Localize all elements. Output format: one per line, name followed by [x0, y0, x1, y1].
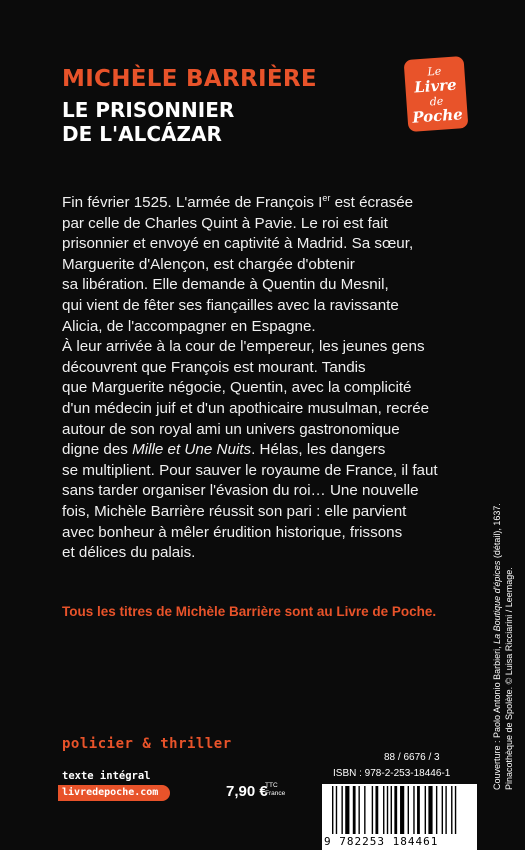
barcode-bars [332, 786, 468, 834]
barcode-bar [358, 786, 359, 834]
title-line: DE L'ALCÁZAR [62, 122, 222, 146]
barcode-bar [451, 786, 452, 834]
publisher-logo [404, 56, 469, 132]
barcode [322, 784, 477, 850]
cover-credit [492, 490, 522, 790]
author-name: MICHÈLE BARRIÈRE [62, 66, 317, 92]
barcode-bar [442, 786, 443, 834]
barcode-bar [341, 786, 342, 834]
barcode-bar [332, 786, 333, 834]
barcode-bar [425, 786, 426, 834]
isbn: ISBN : 978-2-253-18446-1 [333, 768, 451, 779]
blurb-line: prisonnier et envoyé en captivité à Madrid. Sa sœur, [62, 235, 414, 253]
unabridged-label: texte intégral [62, 770, 151, 782]
genre-label: policier & thriller [62, 736, 232, 752]
catalog-reference: 88 / 6676 / 3 [384, 752, 440, 763]
credit-line: Pinacothèque de Spolète. © Luisa Ricciarini / Leemage. [503, 567, 514, 790]
barcode-bar [400, 786, 404, 834]
blurb-line: découvrent que François est mourant. Tandis [62, 358, 366, 376]
barcode-bar [455, 786, 456, 834]
barcode-digits: 9 782253 184461 [324, 835, 439, 848]
blurb-line: Fin février 1525. L'armée de François Ier est écrasée [62, 193, 414, 212]
blurb-line: avec bonheur à mêler érudition historique, frissons [62, 523, 403, 541]
blurb-line: d'un médecin juif et d'un apothicaire musulman, recrée [62, 400, 430, 417]
barcode-bar [353, 786, 356, 834]
logo-text: Poche [411, 105, 464, 127]
barcode-bar [413, 786, 414, 834]
blurb-line: que Marguerite négocie, Quentin, avec la complicité [62, 379, 412, 397]
back-cover-blurb [62, 188, 470, 564]
credit-line: Couverture : Paolo Antonio Barbieri, La Boutique d'épices (détail), 1637. [492, 503, 502, 790]
barcode-bar [428, 786, 432, 834]
blurb-line: fois, Michèle Barrière réussit son pari : elle parvient [62, 502, 407, 520]
barcode-bar [372, 786, 373, 834]
blurb-line: sans tarder organiser l'évasion du roi… Une nouvelle [62, 482, 419, 500]
other-titles-note: Tous les titres de Michèle Barrière sont au Livre de Poche. [62, 604, 437, 619]
barcode-bar [345, 786, 349, 834]
blurb-line: qui vient de fêter ses fiançailles avec la ravissante [62, 297, 399, 315]
logo-text: Livre [413, 75, 458, 97]
barcode-bar [387, 786, 388, 834]
blurb-line: et délices du palais. [62, 544, 196, 562]
blurb-line: Alicia, de l'accompagner en Espagne. [62, 317, 316, 335]
barcode-bar [383, 786, 384, 834]
barcode-bar [445, 786, 446, 834]
blurb-line: se multiplient. Pour sauver le royaume de France, il faut [62, 461, 438, 479]
price: 7,90 € [226, 783, 268, 800]
barcode-bar [394, 786, 397, 834]
blurb-line: digne des Mille et Une Nuits. Hélas, les dangers [62, 441, 386, 459]
title-line: LE PRISONNIER [62, 98, 235, 122]
blurb-line: autour de son royal ami un univers gastronomique [62, 420, 400, 438]
barcode-bar [391, 786, 392, 834]
blurb-line: par celle de Charles Quint à Pavie. Le roi est fait [62, 214, 388, 232]
blurb-line: sa libération. Elle demande à Quentin du Mesnil, [62, 276, 389, 294]
logo-text: Le [427, 64, 442, 79]
barcode-bar [336, 786, 337, 834]
barcode-bar [417, 786, 420, 834]
blurb-line: Marguerite d'Alençon, est chargée d'obtenir [62, 255, 355, 273]
blurb-line: À leur arrivée à la cour de l'empereur, les jeunes gens [62, 338, 425, 356]
barcode-bar [436, 786, 437, 834]
website-link[interactable]: livredepoche.com [58, 785, 170, 801]
barcode-bar [408, 786, 409, 834]
logo-text: de [429, 94, 444, 109]
price-tax-note: TTC France [265, 782, 286, 797]
book-title [62, 98, 234, 146]
barcode-bar [364, 786, 365, 834]
barcode-bar [375, 786, 378, 834]
